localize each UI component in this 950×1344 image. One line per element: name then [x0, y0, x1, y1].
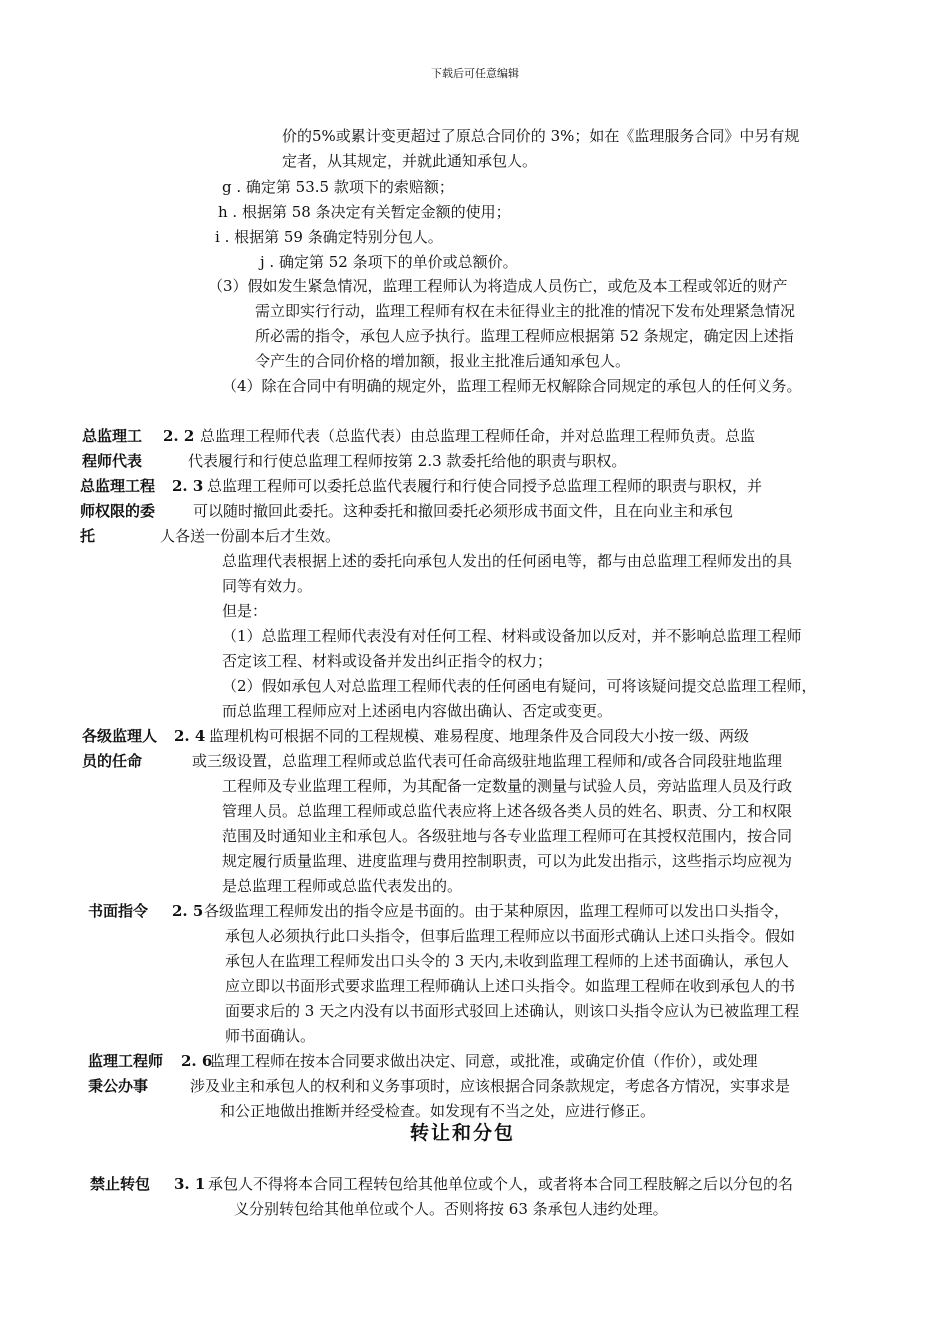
text-line: 定者，从其规定，并就此通知承包人。 — [282, 152, 538, 170]
text-line: 总监理工程师可以委托总监代表履行和行使合同授予总监理工程师的职责与职权，并 — [207, 477, 763, 495]
text-line: 代表履行和行使总监理工程师按第 2.3 款委托给他的职责与职权。 — [188, 452, 627, 470]
text-line: 范围及时通知业主和承包人。各级驻地与各专业监理工程师可在其授权范围内，按合同 — [222, 827, 793, 845]
text-line: 规定履行质量监理、进度监理与费用控制职责，可以为此发出指示，这些指示均应视为 — [222, 852, 793, 870]
clause-label: 2. 3 — [172, 477, 204, 495]
text-line: g . 确定第 53.5 款项下的索赔额； — [222, 178, 454, 196]
text-line: 所必需的指令，承包人应予执行。监理工程师应根据第 52 条规定，确定因上述指 — [255, 327, 794, 345]
text-line: （4）除在合同中有明确的规定外，监理工程师无权解除合同规定的承包人的任何义务。 — [222, 377, 802, 395]
text-line: 工程师及专业监理工程师，为其配备一定数量的测量与试验人员，旁站监理人员及行政 — [222, 777, 793, 795]
text-line: 涉及业主和承包人的权利和义务事项时，应该根据合同条款规定，考虑各方情况，实事求是 — [190, 1077, 791, 1095]
text-line: 各级监理工程师发出的指令应是书面的。由于某种原因，监理工程师可以发出口头指令， — [204, 902, 790, 920]
clause-label: 监理工程师 — [88, 1052, 164, 1070]
text-line: 人各送一份副本后才生效。 — [160, 527, 341, 545]
clause-label: 2. 4 — [174, 727, 206, 745]
text-line: 义分别转包给其他单位或个人。否则将按 63 条承包人违约处理。 — [234, 1200, 668, 1218]
clause-label: 师权限的委 — [80, 502, 156, 520]
clause-label: 书面指令 — [88, 902, 149, 920]
text-line: i . 根据第 59 条确定特别分包人。 — [215, 228, 443, 246]
text-line: 需立即实行行动，监理工程师有权在未征得业主的批准的情况下发布处理紧急情况 — [255, 302, 796, 320]
text-line: 承包人不得将本合同工程转包给其他单位或个人，或者将本合同工程肢解之后以分包的名 — [208, 1175, 794, 1193]
text-line: （2）假如承包人对总监理工程师代表的任何函电有疑问，可将该疑问提交总监理工程师， — [222, 677, 817, 695]
text-line: 管理人员。总监理工程师或总监代表应将上述各级各类人员的姓名、职责、分工和权限 — [222, 802, 793, 820]
text-line: 而总监理工程师应对上述函电内容做出确认、否定或变更。 — [222, 702, 613, 720]
text-line: 可以随时撤回此委托。这种委托和撤回委托必须形成书面文件，且在向业主和承包 — [193, 502, 734, 520]
clause-label: 秉公办事 — [88, 1077, 149, 1095]
text-line: 同等有效力。 — [222, 577, 313, 595]
text-line: （3）假如发生紧急情况，监理工程师认为将造成人员伤亡，或危及本工程或邻近的财产 — [208, 277, 788, 295]
text-line: 师书面确认。 — [225, 1027, 316, 1045]
clause-label: 总监理工 — [82, 427, 143, 445]
text-line: 或三级设置，总监理工程师或总监代表可任命高级驻地监理工程师和/或各合同段驻地监理 — [192, 752, 783, 770]
clause-label: 2. 6 — [181, 1052, 213, 1070]
text-line: 面要求后的 3 天之内没有以书面形式驳回上述确认，则该口头指令应认为已被监理工程 — [225, 1002, 800, 1020]
text-line: 和公正地做出推断并经受检查。如发现有不当之处，应进行修正。 — [220, 1102, 656, 1120]
text-line: 监理机构可根据不同的工程规模、难易程度、地理条件及合同段大小按一级、两级 — [209, 727, 750, 745]
text-line: 总监理代表根据上述的委托向承包人发出的任何函电等，都与由总监理工程师发出的具 — [222, 552, 793, 570]
page-header: 下载后可任意编辑 — [431, 67, 519, 80]
text-line: 但是： — [222, 602, 268, 620]
text-line: 价的5%或累计变更超过了原总合同价的 3%；如在《监理服务合同》中另有规 — [282, 127, 800, 145]
text-line: 总监理工程师代表（总监代表）由总监理工程师任命，并对总监理工程师负责。总监 — [200, 427, 756, 445]
clause-label: 3. 1 — [174, 1175, 206, 1193]
clause-label: 托 — [80, 527, 96, 545]
section-title: 转让和分包 — [410, 1122, 516, 1144]
clause-label: 禁止转包 — [90, 1175, 151, 1193]
text-line: 令产生的合同价格的增加额，报业主批准后通知承包人。 — [255, 352, 631, 370]
text-line: 否定该工程、材料或设备并发出纠正指令的权力； — [222, 652, 553, 670]
text-line: （1）总监理工程师代表没有对任何工程、材料或设备加以反对，并不影响总监理工程师 — [222, 627, 802, 645]
clause-label: 各级监理人 — [82, 727, 158, 745]
text-line: 承包人在监理工程师发出口头令的 3 天内,未收到监理工程师的上述书面确认，承包人 — [225, 952, 789, 970]
clause-label: 2. 2 — [163, 427, 195, 445]
text-line: 是总监理工程师或总监代表发出的。 — [222, 877, 463, 895]
clause-label: 2. 5 — [172, 902, 204, 920]
text-line: 应立即以书面形式要求监理工程师确认上述口头指令。如监理工程师在收到承包人的书 — [225, 977, 796, 995]
text-line: 监理工程师在按本合同要求做出决定、同意，或批准，或确定价值（作价），或处理 — [210, 1052, 758, 1070]
clause-label: 员的任命 — [82, 752, 143, 770]
clause-label: 总监理工程 — [80, 477, 156, 495]
text-line: j . 确定第 52 条项下的单价或总额价。 — [260, 253, 518, 271]
clause-label: 程师代表 — [82, 452, 143, 470]
text-line: 承包人必须执行此口头指令，但事后监理工程师应以书面形式确认上述口头指令。假如 — [225, 927, 796, 945]
text-line: h . 根据第 58 条决定有关暂定金额的使用； — [218, 203, 511, 221]
